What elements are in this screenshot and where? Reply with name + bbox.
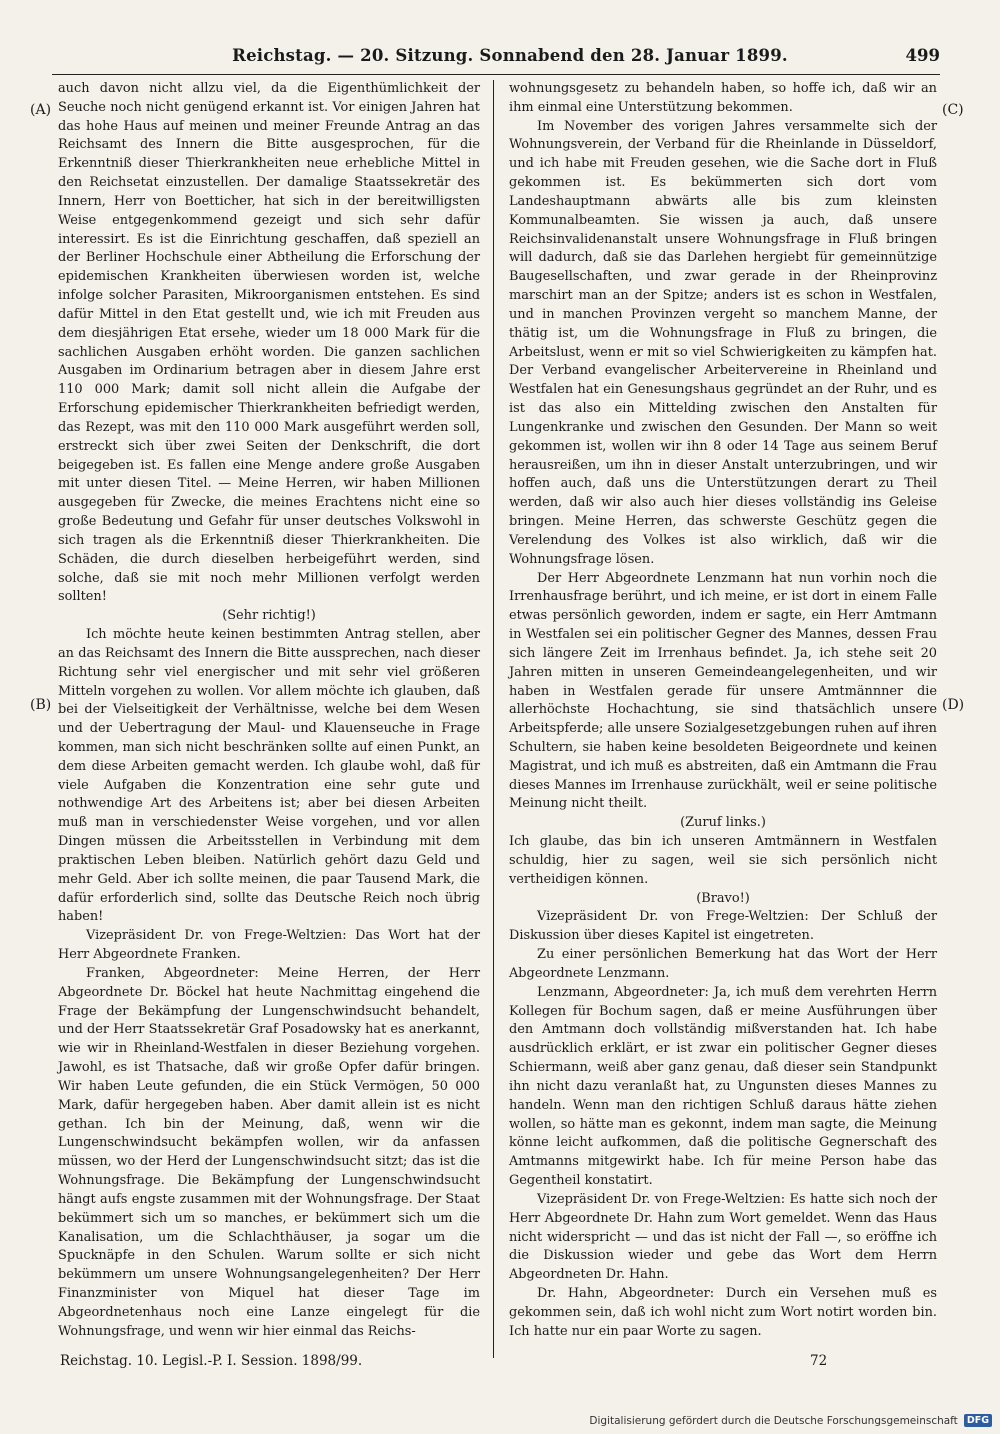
paragraph: Der Herr Abgeordnete Lenzmann hat nun vorhin noch die Irrenhausfrage berührt, und ich meine, er ist dort in einem Falle etwas persönlich geworden, indem er sagte, ein Herr Amtmann in Westfalen sei ein politischer Gegner des Mannes, dessen Frau sich längere Zeit im Irrenhaus befindet. Ja, ich stehe seit 20 Jahren mitten in unseren Gemeindeangelegenheiten, und wir haben in Westfalen gerade für unsere Amtmännner die allerhöchste Hochachtung, sie sind thatsächlich unsere Arbeitspferde; alle unsere Sozialgesetzgebungen ruhen auf ihren Schultern, sie haben keine besoldeten Beigeordnete und keinen Magistrat, und ich muß es abstreiten, daß ein Amtmann die Frau dieses Mannes im Irrenhause zurückhält, weil er seine politische Meinung nicht theilt. bbox=[509, 570, 937, 812]
page-number: 499 bbox=[905, 46, 940, 65]
left-column bbox=[58, 80, 480, 1341]
margin-letter-a: (A) bbox=[30, 102, 52, 118]
paragraph: Dr. Hahn, Abgeordneter: Durch ein Versehen muß es gekommen sein, daß ich wohl nicht zum Wort notirt worden bin. Ich hatte nur ein paar Worte zu sagen. bbox=[509, 1286, 937, 1339]
footer-signature: 72 bbox=[810, 1353, 828, 1369]
paragraph: wohnungsgesetz zu behandeln haben, so hoffe ich, daß wir an ihm einmal eine Unterstützung bekommen. bbox=[509, 81, 937, 115]
paragraph: Im November des vorigen Jahres versammelte sich der Wohnungsverein, der Verband für die Rheinlande in Düsseldorf, und ich habe mit Freuden gesehen, wie die Sache dort in Fluß gekommen ist. Es bekümmerten sich dort vom Landeshauptmann abwärts alle bis zum kleinsten Kommunalbeamten. Sie wissen ja auch, daß unsere Reichsinvalidenanstalt unsere Wohnungsfrage in Fluß bringen will dadurch, daß sie das Darlehen hergiebt für gemeinnützige Baugesellschaften, und zwar gerade in der Rheinprovinz marschirt man an der Spitze; anders ist es schon in Westfalen, und in manchen Provinzen vergeht so manchem Manne, der thätig ist, um die Wohnungsfrage in Fluß zu bringen, die Arbeitslust, wenn er mit so viel Schwierigkeiten zu kämpfen hat. Der Verband evangelischer Arbeitervereine in Rheinland und Westfalen hat ein Genesungshaus gegründet an der Ruhr, und es ist das also ein Mittelding zwischen den Anstalten für Lungenkranke und zwischen den Gesunden. Der Mann so weit gekommen ist, wollen wir ihn 8 oder 14 Tage aus seinem Beruf herausreißen, um ihn in dieser Anstalt unterzubringen, und wir hoffen auch, daß uns die Unterstützungen derart zu Theil werden, daß wir also auch hier dieses vollständig ins Geleise bringen. Meine Herren, das schwerste Geschütz gegen die Verelendung des Volkes ist also wirklich, daß wir die Wohnungsfrage lösen. bbox=[509, 118, 937, 567]
footer-session: Reichstag. 10. Legisl.-P. I. Session. 1898/99. bbox=[60, 1353, 363, 1369]
right-column bbox=[509, 80, 937, 1341]
paragraph: Franken, Abgeordneter: Meine Herren, der Herr Abgeordnete Dr. Böckel hat heute Nachmittag eingehend die Frage der Bekämpfung der Lungenschwindsucht behandelt, und der Herr Staatssekretär Graf Posadowsky hat es anerkannt, wie wir in Rheinland-Westfalen in dieser Beziehung vorgehen. Jawohl, es ist Thatsache, daß wir große Opfer dafür bringen. Wir haben Leute gefunden, die ein Stück Vermögen, 50 000 Mark, dafür hergegeben haben. Aber damit allein ist es nicht gethan. Ich bin der Meinung, daß, wenn wir die Lungenschwindsucht bekämpfen wollen, wir da anfassen müssen, wo der Herd der Lungenschwindsucht sitzt; das ist die Wohnungsfrage. Die Bekämpfung der Lungenschwindsucht hängt aufs engste zusammen mit der Wohnungsfrage. Der Staat bekümmert sich um so manches, er bekümmert sich um die Kanalisation, um die Schlachthäuser, ja sogar um die Spucknäpfe in den Schulen. Warum sollte er sich nicht bekümmern um unsere Wohnungsangelegenheiten? Der Herr Finanzminister von Miquel hat dieser Tage im Abgeordnetenhaus noch eine Lanze eingelegt für die Wohnungsfrage, und wenn wir hier einmal das Reichs- bbox=[58, 965, 480, 1339]
paragraph: Ich glaube, das bin ich unseren Amtmännern in Westfalen schuldig, hier zu sagen, weil sie sich persönlich nicht vertheidigen können. bbox=[509, 834, 937, 887]
credit-text: Digitalisierung gefördert durch die Deutsche Forschungsgemeinschaft bbox=[589, 1414, 958, 1427]
paragraph: auch davon nicht allzu viel, da die Eigenthümlichkeit der Seuche noch nicht genügend erkannt ist. Vor einigen Jahren hat das hohe Haus auf meinen und meiner Freunde Antrag an das Reichsamt des Innern die Bitte ausgesprochen, für die Erkenntniß dieser Thierkrankheiten neue erhebliche Mittel in den Reichsetat einzustellen. Der damalige Staatssekretär des Innern, Herr von Boetticher, hat sich in der bereitwilligsten Weise entgegenkommend gezeigt und sich sehr dafür interessirt. Es ist die Einrichtung geschaffen, daß speziell an der Berliner Hochschule einer Abtheilung die Erforschung der epidemischen Krankheiten überwiesen worden ist, welche infolge solcher Parasiten, Mikroorganismen entstehen. Es sind dafür Mittel in den Etat gestellt und, wie ich mit Freuden aus dem diesjährigen Etat ersehe, wieder um 18 000 Mark für die sachlichen Ausgaben erhöht worden. Die ganzen sachlichen Ausgaben im Ordinarium betragen aber in diesem Jahre erst 110 000 Mark; damit soll nicht allein die Aufgabe der Erforschung epidemischer Thierkrankheiten befriedigt werden, das Rezept, was mit den 110 000 Mark ausgeführt werden soll, erstreckt sich über zwei Seiten der Denkschrift, die dort beigegeben ist. Es fallen eine Menge andere große Ausgaben mit unter diesen Titel. — Meine Herren, wir haben Millionen ausgegeben für Zwecke, die meines Erachtens nicht eine so große Bedeutung und Gefahr für unser deutsches Volkswohl in sich tragen als die Erkenntniß dieser Thierkrankheiten. Die Schäden, die durch dieselben herbeigeführt werden, sind solche, daß sie mit noch mehr Millionen verfolgt werden sollten! bbox=[58, 81, 480, 605]
interjection: (Sehr richtig!) bbox=[222, 608, 316, 624]
paragraph: Ich möchte heute keinen bestimmten Antrag stellen, aber an das Reichsamt des Innern die Bitte aussprechen, nach dieser Richtung sehr viel energischer und mit sehr viel größeren Mitteln vorgehen zu wollen. Vor allem möchte ich glauben, daß bei der Vielseitigkeit der Verhältnisse, welche bei dem Wesen und der Uebertragung der Maul- und Klauenseuche in Frage kommen, man sich nicht beschränken sollte auf einen Punkt, an dem diese Arbeiten gemacht werden. Ich glaube wohl, daß für viele Aufgaben die Konzentration eine sehr gute und nothwendige Art des Arbeitens ist; aber bei diesen Arbeiten muß man in verschiedenster Weise vorgehen, und vor allen Dingen müssen die Arbeitsstellen in Verbindung mit dem praktischen Leben bleiben. Natürlich gehört dazu Geld und mehr Geld. Aber ich sollte meinen, die paar Tausend Mark, die dafür erforderlich sind, sollte das Deutsche Reich noch übrig haben! bbox=[58, 627, 480, 925]
margin-letter-d: (D) bbox=[942, 697, 965, 713]
interjection: (Bravo!) bbox=[696, 890, 750, 906]
paragraph: Vizepräsident Dr. von Frege-Weltzien: Der Schluß der Diskussion über dieses Kapitel ist eingetreten. bbox=[509, 909, 937, 944]
digitization-credit bbox=[589, 1414, 992, 1427]
paragraph: Vizepräsident Dr. von Frege-Weltzien: Es hatte sich noch der Herr Abgeordnete Dr. Hahn zum Wort gemeldet. Wenn das Haus nicht widerspricht — und das ist nicht der Fall —, so eröffne ich die Diskussion wieder und gebe das Wort dem Herrn Abgeordneten Dr. Hahn. bbox=[509, 1191, 937, 1283]
header-rule bbox=[52, 74, 940, 75]
interjection: (Zuruf links.) bbox=[680, 815, 766, 831]
running-title: Reichstag. — 20. Sitzung. Sonnabend den 28. Januar 1899. bbox=[232, 46, 788, 65]
dfg-logo: DFG bbox=[964, 1414, 992, 1427]
margin-letter-b: (B) bbox=[30, 697, 52, 713]
paragraph: Lenzmann, Abgeordneter: Ja, ich muß dem verehrten Herrn Kollegen für Bochum sagen, daß er meine Ausführungen über den Amtmann doch vollständig mißverstanden hat. Ich habe ausdrücklich erklärt, er ist zwar ein politischer Gegner dieses Schiermann, weiß aber ganz genau, daß dieser sein Standpunkt ihn nicht dazu veranlaßt hat, zu Ungunsten dieses Mannes zu handeln. Wenn man den richtigen Schluß daraus hätte ziehen wollen, so hätte man es gekonnt, indem man sagte, die Meinung könne leicht aufkommen, daß die politische Gegnerschaft des Amtmanns mitgewirkt habe. Ich für meine Person habe das Gegentheil konstatirt. bbox=[509, 984, 937, 1189]
page-header bbox=[60, 44, 940, 70]
margin-letter-c: (C) bbox=[942, 102, 964, 118]
paragraph: Vizepräsident Dr. von Frege-Weltzien: Das Wort hat der Herr Abgeordnete Franken. bbox=[58, 928, 480, 963]
paragraph: Zu einer persönlichen Bemerkung hat das Wort der Herr Abgeordnete Lenzmann. bbox=[509, 947, 937, 981]
column-divider bbox=[493, 80, 494, 1358]
